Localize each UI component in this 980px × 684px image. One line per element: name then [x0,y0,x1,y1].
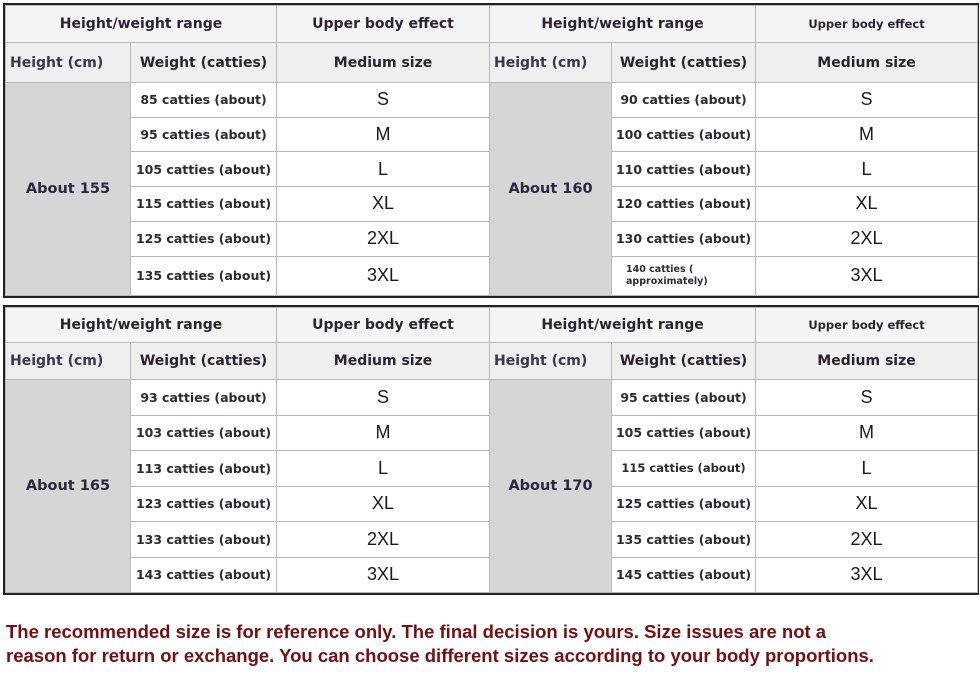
weight-cell: 123 catties (about) [131,486,277,522]
weight-label-left: Weight (catties) [131,43,277,83]
table-row [6,83,978,118]
header-row-columns [6,43,978,83]
weight-cell: 115 catties (about) [131,187,277,222]
size-label-left: Medium size [277,43,490,83]
size-table-1 [5,5,978,296]
weight-line-1: 140 catties ( [626,263,694,275]
weight-cell: 95 catties (about) [612,380,756,416]
weight-cell-approx [612,256,756,295]
size-cell: 3XL [756,557,978,593]
weight-cell: 120 catties (about) [612,187,756,222]
size-label-left: Medium size [277,343,490,380]
size-cell: S [756,380,978,416]
table-row [6,380,978,416]
size-cell: 2XL [277,522,490,558]
size-label-right: Medium size [756,343,978,380]
weight-cell: 115 catties (about) [612,451,756,487]
weight-cell: 110 catties (about) [612,152,756,187]
size-cell: 3XL [756,256,978,295]
height-value-left: About 155 [6,83,131,296]
weight-cell: 145 catties (about) [612,557,756,593]
weight-cell: 105 catties (about) [612,415,756,451]
size-cell: 2XL [756,221,978,256]
weight-label-right: Weight (catties) [612,43,756,83]
header-row-columns [6,343,978,380]
size-table-2 [5,307,978,593]
height-label-right: Height (cm) [490,343,612,380]
weight-cell: 130 catties (about) [612,221,756,256]
header-row-groups [6,308,978,343]
height-label-left: Height (cm) [6,43,131,83]
size-cell: M [756,117,978,152]
weight-cell: 125 catties (about) [612,486,756,522]
size-cell: L [277,152,490,187]
weight-cell: 93 catties (about) [131,380,277,416]
size-cell: 2XL [756,522,978,558]
weight-label-right: Weight (catties) [612,343,756,380]
height-value-right: About 160 [490,83,612,296]
size-cell: L [756,451,978,487]
height-value-right: About 170 [490,380,612,593]
weight-cell: 113 catties (about) [131,451,277,487]
height-value-left: About 165 [6,380,131,593]
weight-cell: 105 catties (about) [131,152,277,187]
weight-cell: 90 catties (about) [612,83,756,118]
disclaimer-line-2: reason for return or exchange. You can choose different sizes according to your body proportions. [6,645,874,666]
size-cell: XL [756,187,978,222]
disclaimer-line-1: The recommended size is for reference only. The final decision is yours. Size issues are not a [6,621,827,642]
weight-line-2: approximately) [626,275,708,287]
weight-cell: 133 catties (about) [131,522,277,558]
effect-header-right: Upper body effect [756,308,978,343]
size-label-right: Medium size [756,43,978,83]
weight-cell: 95 catties (about) [131,117,277,152]
group-header-right: Height/weight range [490,308,756,343]
group-header-left: Height/weight range [6,308,277,343]
size-cell: 2XL [277,221,490,256]
size-cell: XL [277,187,490,222]
group-header-right: Height/weight range [490,6,756,43]
effect-header-left: Upper body effect [277,308,490,343]
size-cell: L [277,451,490,487]
size-cell: M [756,415,978,451]
weight-cell: 143 catties (about) [131,557,277,593]
weight-cell: 125 catties (about) [131,221,277,256]
size-cell: 3XL [277,256,490,295]
size-cell: S [277,380,490,416]
effect-header-right: Upper body effect [756,6,978,43]
size-chart-block-1 [3,3,979,298]
weight-label-left: Weight (catties) [131,343,277,380]
size-cell: L [756,152,978,187]
size-cell: M [277,117,490,152]
weight-cell: 100 catties (about) [612,117,756,152]
weight-cell: 135 catties (about) [131,256,277,295]
group-header-left: Height/weight range [6,6,277,43]
size-cell: XL [277,486,490,522]
weight-cell: 85 catties (about) [131,83,277,118]
size-cell: S [756,83,978,118]
size-cell: S [277,83,490,118]
weight-cell: 135 catties (about) [612,522,756,558]
size-cell: 3XL [277,557,490,593]
height-label-right: Height (cm) [490,43,612,83]
weight-cell: 103 catties (about) [131,415,277,451]
height-label-left: Height (cm) [6,343,131,380]
size-chart-block-2 [3,305,979,595]
effect-header-left: Upper body effect [277,6,490,43]
size-cell: M [277,415,490,451]
header-row-groups [6,6,978,43]
size-cell: XL [756,486,978,522]
disclaimer-note [6,620,976,668]
